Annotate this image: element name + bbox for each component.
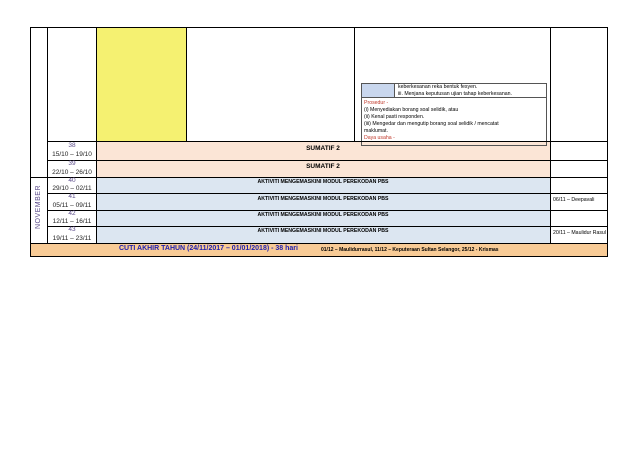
week-number: 39 <box>68 160 76 167</box>
month-label: NOVEMBER <box>35 184 42 230</box>
yellow-cell <box>96 27 186 141</box>
activity-label: SUMATIF 2 <box>306 145 340 152</box>
activity-label: AKTIVITI MENGEMASKINI MODUL PEREKODAN PBS <box>257 196 389 202</box>
week-number: 41 <box>68 193 76 200</box>
week-number: 42 <box>68 210 76 217</box>
week-dates: 22/10 – 26/10 <box>52 168 92 176</box>
activity-label: AKTIVITI MENGEMASKINI MODUL PEREKODAN PBS <box>257 228 389 234</box>
prosedur-step-4: maklumat. <box>364 128 388 134</box>
week-number: 43 <box>68 226 76 233</box>
week-dates: 15/10 – 19/10 <box>52 151 92 158</box>
week-dates: 05/11 – 09/11 <box>52 201 92 209</box>
activity-label: AKTIVITI MENGEMASKINI MODUL PEREKODAN PBS <box>257 212 389 218</box>
week-cell <box>48 160 96 177</box>
inner-note-line-2: iii. Menjana keputusan ujian tahap keberkesanan. <box>398 90 512 97</box>
week-cell <box>48 210 96 226</box>
holiday-note: 06/11 – Deepavali <box>553 197 595 203</box>
activity-label: SUMATIF 2 <box>306 163 340 170</box>
week-number: 38 <box>68 142 76 149</box>
prosedur-step-3: (iii) Mengedar dan mengutip borang soal selidik / mencatat <box>364 121 499 127</box>
week-number: 40 <box>68 177 76 184</box>
inner-notes-table <box>361 83 547 146</box>
prosedur-label: Prosedur - <box>364 100 389 106</box>
week-dates: 19/11 – 23/11 <box>52 234 92 242</box>
prosedur-step-1: (i) Menyediakan borang soal selidik, atau <box>364 107 459 113</box>
week-cell <box>48 177 96 193</box>
daya-usaha-label: Daya usaha - <box>364 135 395 141</box>
holiday-bar <box>30 243 608 257</box>
inner-note-line-1: keberkesanan reka bentuk fesyen. <box>398 84 478 90</box>
week-dates: 12/11 – 16/11 <box>52 218 92 225</box>
holiday-bar-title: CUTI AKHIR TAHUN (24/11/2017 – 01/01/2018) - 38 hari <box>119 245 298 252</box>
week-cell <box>48 226 96 243</box>
week-dates: 29/10 – 02/11 <box>52 185 92 192</box>
prosedur-step-2: (ii) Kenal pasti responden. <box>364 114 425 120</box>
inner-blue-cell <box>362 84 395 97</box>
activity-label: AKTIVITI MENGEMASKINI MODUL PEREKODAN PBS <box>257 179 389 185</box>
holiday-bar-details: 01/12 – Maulidurrasul, 11/12 – Keputeraan Sultan Selangor, 25/12 - Krismas <box>321 247 499 253</box>
holiday-note: 20/11 – Maulidur Rasul <box>553 230 606 236</box>
week-cell <box>48 141 96 160</box>
week-cell <box>48 193 96 210</box>
